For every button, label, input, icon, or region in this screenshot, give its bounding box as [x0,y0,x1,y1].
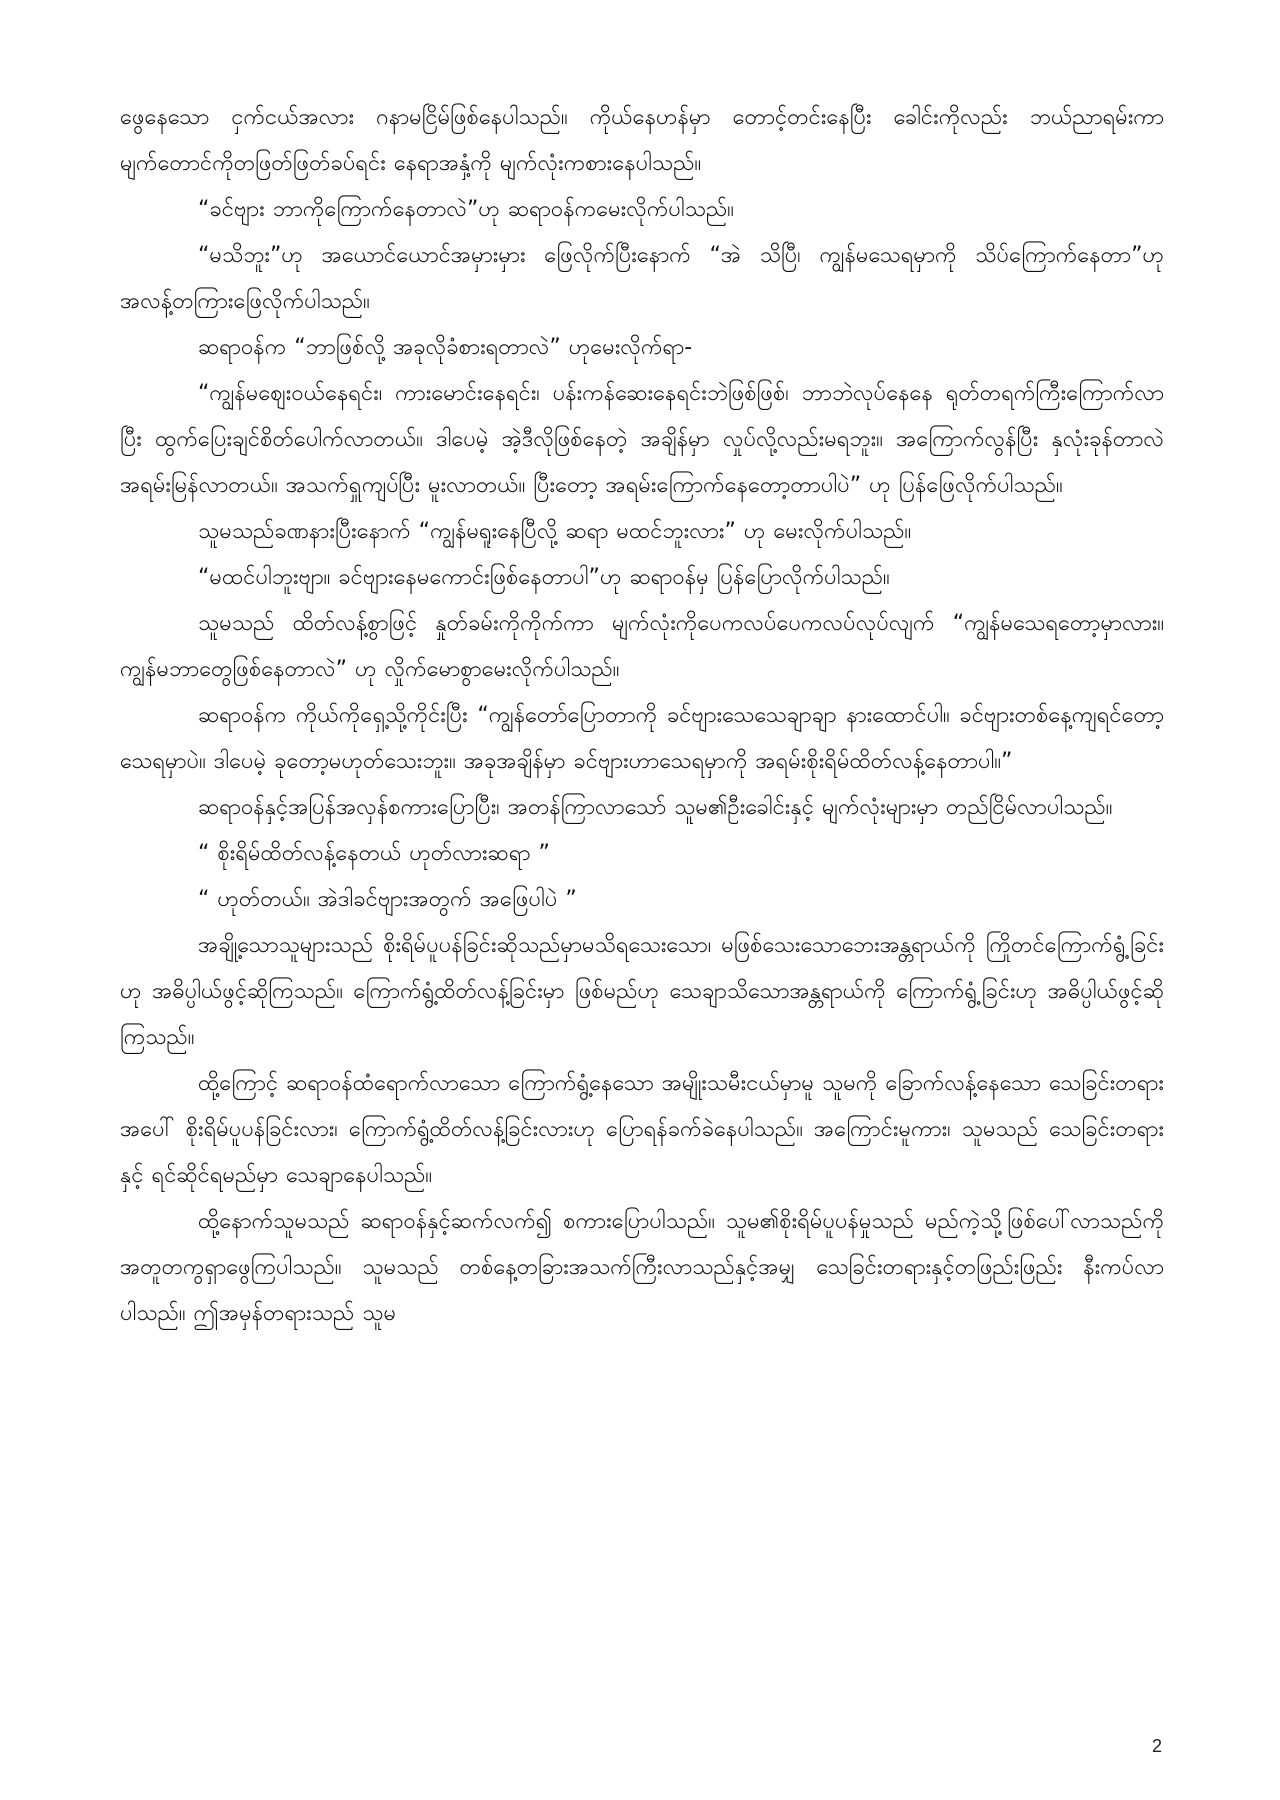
paragraph: “ခင်ဗျား ဘာကိုကြောက်နေတာလဲ”ဟု ဆရာဝန်ကမေးလိုက်ပါသည်။ [198,197,734,222]
paragraph: ဖွေနေသော ငှက်ငယ်အလား ဂနာမငြိမ်ဖြစ်နေပါသည်။ ကိုယ်နေဟန်မှာ တောင့်တင်းနေပြီး ခေါင်းကိုလည်း ဘယ်ညာရမ်းကာ မျက်တောင်ကိုတဖြတ်ဖြတ်ခပ်ရင်း နေရာအနှံ့ကို မျက်လုံးကစားနေပါသည်။ [120,105,1164,176]
paragraph: “မသိဘူး”ဟု အယောင်ယောင်အမှားမှား ဖြေလိုက်ပြီးနောက် “အဲ သိပြီ၊ ကျွန်မသေရမှာကို သိပ်ကြောက်နေတာ”ဟု အလန့်တကြားဖြေလိုက်ပါသည်။ [120,243,1164,314]
paragraph: သူမသည်ခဏနားပြီးနောက် “ကျွန်မရူးနေပြီလို့ ဆရာ မထင်ဘူးလား” ဟု မေးလိုက်ပါသည်။ [198,519,912,544]
paragraph: ဆရာဝန်က “ဘာဖြစ်လို့ အခုလိုခံစားရတာလဲ” ဟုမေးလိုက်ရာ- [198,335,693,360]
body-text [120,95,1164,1337]
paragraph: “ စိုးရိမ်ထိတ်လန့်နေတယ် ဟုတ်လားဆရာ ” [198,841,550,866]
paragraph: “ကျွန်မဈေးဝယ်နေရင်း၊ ကားမောင်းနေရင်း၊ ပန်းကန်ဆေးနေရင်းဘဲဖြစ်ဖြစ်၊ ဘာဘဲလုပ်နေနေ ရုတ်တရက်ကြီးကြောက်လာပြီး ထွက်ပြေးချင်စိတ်ပေါက်လာတယ်။ ဒါပေမဲ့ အဲ့ဒီလိုဖြစ်နေတဲ့ အချိန်မှာ လှုပ်လို့လည်းမရဘူး။ အကြောက်လွန်ပြီး နှလုံးခုန်တာလဲ အရမ်းမြန်လာတယ်။ အသက်ရှူကျပ်ပြီး မူးလာတယ်။ ပြီးတော့ အရမ်းကြောက်နေတော့တာပါပဲ” ဟု ပြန်ဖြေလိုက်ပါသည်။ [120,381,1164,498]
paragraph: ထို့နောက်သူမသည် ဆရာဝန်နှင့်ဆက်လက်၍ စကားပြောပါသည်။ သူမ၏စိုးရိမ်ပူပန်မှုသည် မည်ကဲ့သို့ဖြစ်ပေါ်လာသည်ကို အတူတကွရှာဖွေကြပါသည်။ သူမသည် တစ်နေ့တခြားအသက်ကြီးလာသည်နှင့်အမျှ သေခြင်းတရားနှင့်တဖြည်းဖြည်း နီးကပ်လာပါသည်။ ဤအမှန်တရားသည် သူမ [120,1209,1164,1326]
paragraph: “မထင်ပါဘူးဗျာ။ ခင်ဗျားနေမကောင်းဖြစ်နေတာပါ”ဟု ဆရာဝန်မှ ပြန်ပြောလိုက်ပါသည်။ [198,565,890,590]
paragraph: ဆရာဝန်က ကိုယ်ကိုရှေ့သို့ကိုင်းပြီး “ကျွန်တော်ပြောတာကို ခင်ဗျားသေသေချာချာ နားထောင်ပါ။ ခင်ဗျားတစ်နေ့ကျရင်တော့ သေရမှာပဲ။ ဒါပေမဲ့ ခုတော့မဟုတ်သေးဘူး။ အခုအချိန်မှာ ခင်ဗျားဟာသေရမှာကို အရမ်းစိုးရိမ်ထိတ်လန့်နေတာပါ။” [120,703,1164,774]
paragraph: သူမသည် ထိတ်လန့်စွာဖြင့် နှုတ်ခမ်းကိုကိုက်ကာ မျက်လုံးကိုပေကလပ်ပေကလပ်လုပ်လျက် “ကျွန်မသေရတော့မှာလား။ ကျွန်မဘာတွေဖြစ်နေတာလဲ” ဟု လှိုက်မောစွာမေးလိုက်ပါသည်။ [120,611,1164,682]
paragraph: ဆရာဝန်နှင့်အပြန်အလှန်စကားပြောပြီး၊ အတန်ကြာလာသော် သူမ၏ဦးခေါင်းနှင့် မျက်လုံးများမှာ တည်ငြိမ်လာပါသည်။ [198,795,1113,820]
paragraph: ထို့ကြောင့် ဆရာဝန်ထံရောက်လာသော ကြောက်ရွံ့နေသော အမျိုးသမီးငယ်မှာမူ သူမကို ခြောက်လန့်နေသော သေခြင်းတရားအပေါ် စိုးရိမ်ပူပန်ခြင်းလား၊ ကြောက်ရွံ့ထိတ်လန့်ခြင်းလားဟု ပြောရန်ခက်ခဲနေပါသည်။ အကြောင်းမူကား၊ သူမသည် သေခြင်းတရားနှင့် ရင်ဆိုင်ရမည်မှာ သေချာနေပါသည်။ [120,1071,1164,1188]
page-number: 2 [1151,1736,1162,1756]
paragraph: “ ဟုတ်တယ်။ အဲဒါခင်ဗျားအတွက် အဖြေပါပဲ ” [198,887,577,912]
paragraph: အချို့သောသူများသည် စိုးရိမ်ပူပန်ခြင်းဆိုသည်မှာမသိရသေးသော၊ မဖြစ်သေးသောဘေးအန္တရာယ်ကို ကြိုတင်ကြောက်ရွံ့ခြင်းဟု အဓိပ္ပါယ်ဖွင့်ဆိုကြသည်။ ကြောက်ရွံ့ထိတ်လန့်ခြင်းမှာ ဖြစ်မည်ဟု သေချာသိသောအန္တရာယ်ကို ကြောက်ရွံ့ခြင်းဟု အဓိပ္ပါယ်ဖွင့်ဆိုကြသည်။ [120,933,1164,1050]
